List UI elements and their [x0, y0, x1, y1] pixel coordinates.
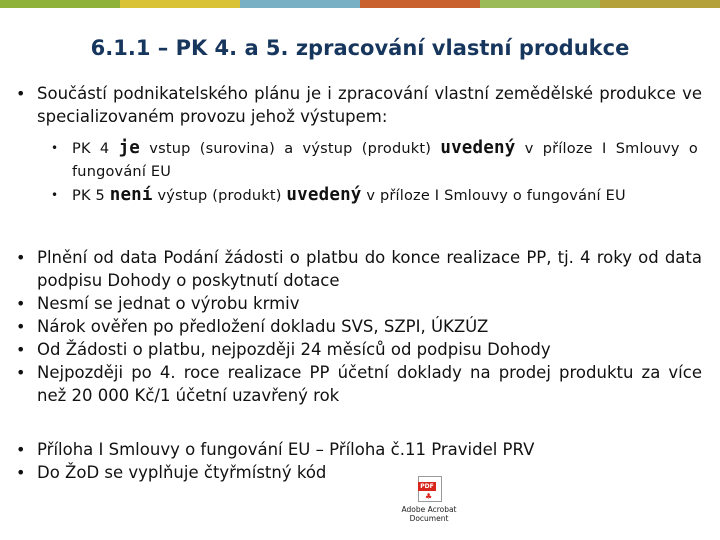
- emphasis-text: uvedený: [440, 138, 516, 158]
- sub-text: PK 5: [72, 188, 110, 204]
- color-segment: [120, 0, 240, 8]
- sub-text: vstup (surovina) a výstup (produkt): [140, 141, 441, 157]
- color-segment: [360, 0, 480, 8]
- pdf-caption-line: Document: [409, 514, 449, 523]
- pdf-badge: PDF: [418, 482, 436, 491]
- acrobat-logo-icon: ♣: [425, 492, 433, 501]
- bullet-item: • Nárok ověřen po předložení dokladu SVS, SZPI, ÚKZÚZ: [16, 315, 702, 338]
- color-segment: [600, 0, 720, 8]
- bullet-item: • Nesmí se jednat o výrobu krmiv: [16, 292, 702, 315]
- bullet-list-intro: [16, 82, 702, 128]
- sub-text: PK 4: [72, 141, 119, 157]
- emphasis-text: je: [118, 138, 141, 158]
- bullet-item: • Příloha I Smlouvy o fungování EU – Příloha č.11 Pravidel PRV: [16, 438, 702, 461]
- bullet-item: • Plnění od data Podání žádosti o platbu do konce realizace PP, tj. 4 roky od data podpisu Dohody o poskytnutí dotace: [16, 246, 702, 292]
- bullet-list-conditions: [16, 246, 702, 407]
- bullet-item: • Součástí podnikatelského plánu je i zpracování vlastní zemědělské produkce ve specializovaném provozu jehož výstupem:: [16, 82, 702, 128]
- emphasis-text: není: [109, 185, 153, 205]
- slide-title: 6.1.1 – PK 4. a 5. zpracování vlastní produkce: [90, 36, 630, 60]
- bullet-item: • Od Žádosti o platbu, nejpozději 24 měsíců od podpisu Dohody: [16, 338, 702, 361]
- pdf-document-icon: [418, 476, 442, 502]
- pdf-caption: [396, 505, 462, 523]
- sub-bullet-item: [51, 184, 698, 208]
- color-segment: [240, 0, 360, 8]
- emphasis-text: uvedený: [286, 185, 362, 205]
- color-segment: [0, 0, 120, 8]
- sub-bullet-item: [51, 137, 698, 184]
- pdf-attachment[interactable]: [396, 474, 462, 534]
- bullet-item: • Nejpozději po 4. roce realizace PP účetní doklady na prodej produktu za více než 20 000 Kč/1 účetní uzavřený rok: [16, 361, 702, 407]
- sub-bullet-list: [51, 137, 698, 208]
- bullet-item: • Do ŽoD se vyplňuje čtyřmístný kód: [16, 461, 702, 484]
- top-color-bar: [0, 0, 720, 8]
- sub-text: v příloze I Smlouvy o fungování EU: [72, 141, 698, 180]
- sub-text: v příloze I Smlouvy o fungování EU: [361, 188, 626, 204]
- pdf-caption-line: Adobe Acrobat: [401, 505, 457, 514]
- color-segment: [480, 0, 600, 8]
- bullet-list-references: [16, 438, 702, 484]
- sub-text: výstup (produkt): [152, 188, 287, 204]
